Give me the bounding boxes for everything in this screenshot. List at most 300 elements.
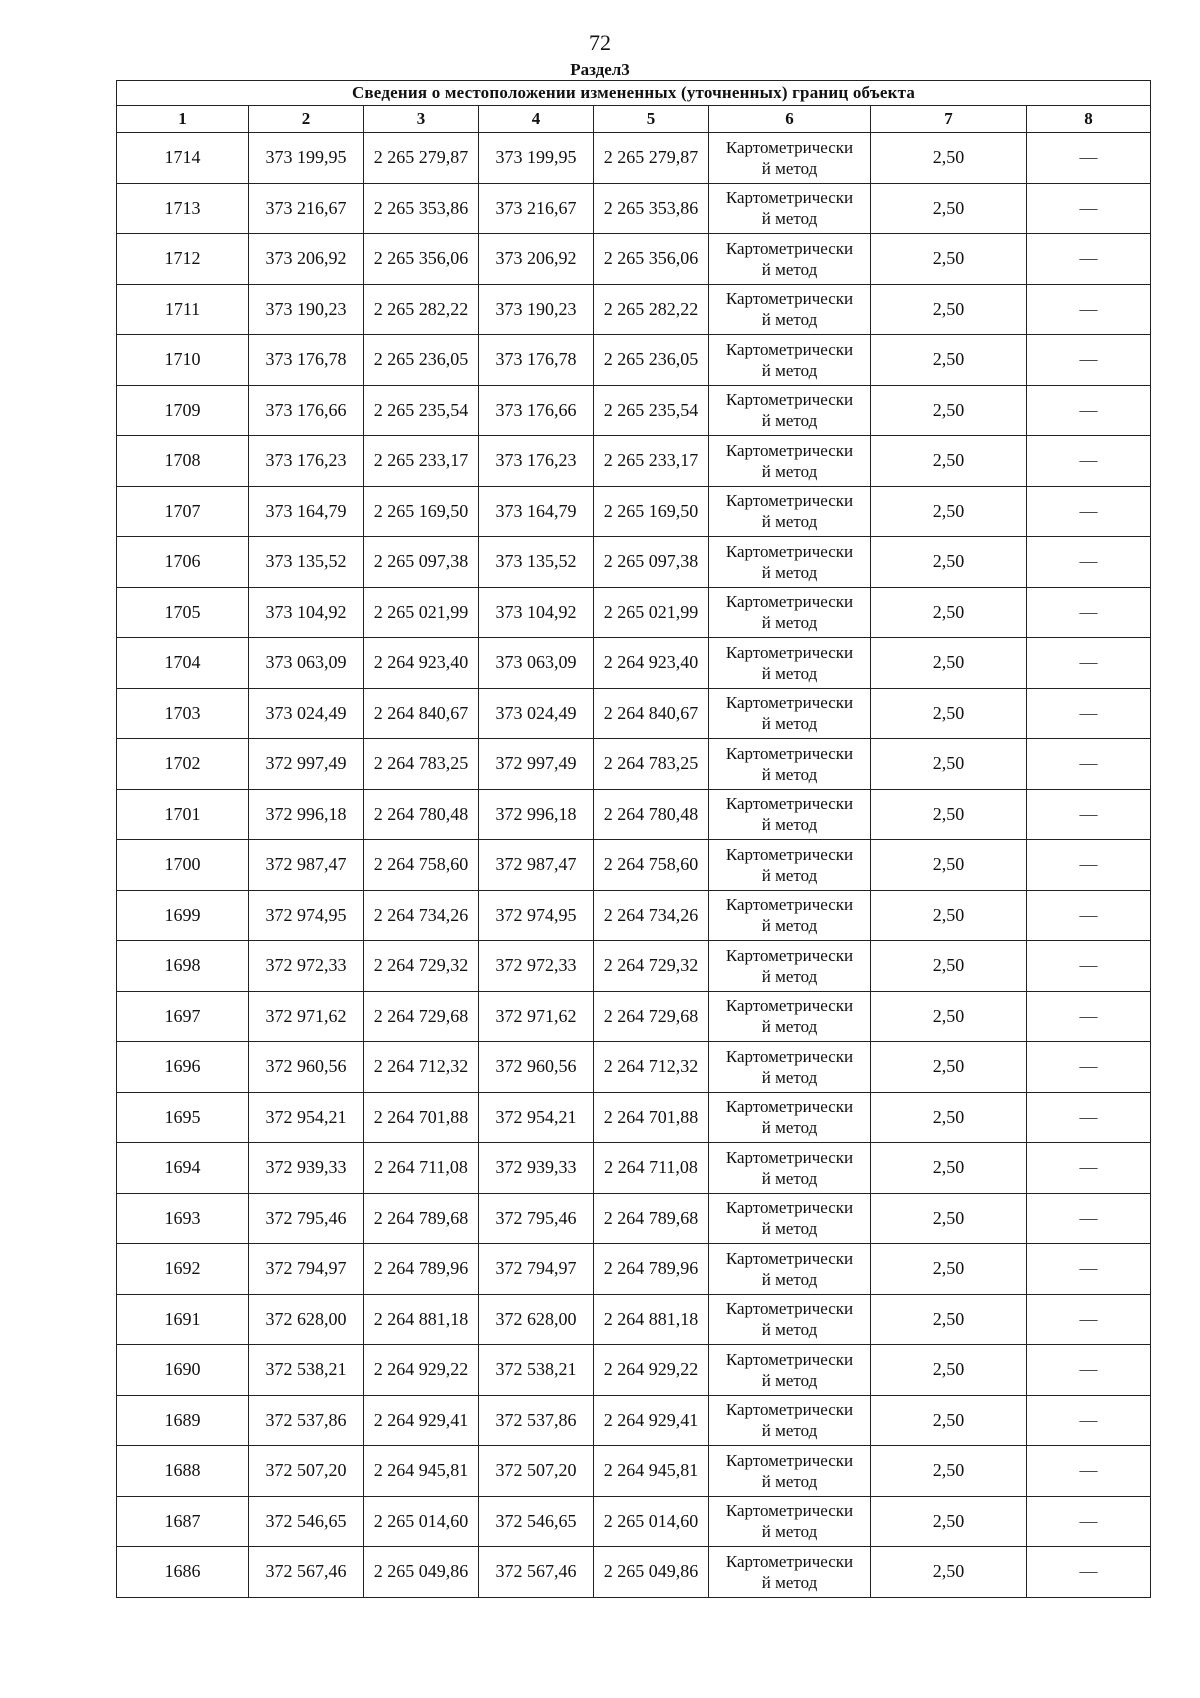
table-row (117, 1042, 1151, 1093)
x-coordinate-existing: 373 176,66 (249, 385, 364, 436)
method-line-2: й метод (761, 209, 818, 229)
description-empty-dash: — (1027, 183, 1151, 234)
method-line-1: Картометрически (725, 1450, 854, 1470)
method-line-2: й метод (761, 764, 818, 784)
x-coordinate-existing: 372 794,97 (249, 1244, 364, 1295)
table-row (117, 1092, 1151, 1143)
x-coordinate-existing: 373 216,67 (249, 183, 364, 234)
accuracy-value: 2,50 (871, 133, 1027, 184)
method-line-2: й метод (761, 1421, 818, 1441)
table-row (117, 1244, 1151, 1295)
point-number: 1689 (117, 1395, 249, 1446)
method-line-1: Картометрически (725, 844, 854, 864)
accuracy-value: 2,50 (871, 840, 1027, 891)
method-line-2: й метод (761, 613, 818, 633)
x-coordinate-refined: 372 538,21 (479, 1345, 594, 1396)
accuracy-value: 2,50 (871, 587, 1027, 638)
determination-method (709, 991, 871, 1042)
method-line-2: й метод (761, 1269, 818, 1289)
description-empty-dash: — (1027, 1496, 1151, 1547)
accuracy-value: 2,50 (871, 537, 1027, 588)
determination-method (709, 1395, 871, 1446)
point-number: 1710 (117, 335, 249, 386)
y-coordinate-refined: 2 264 945,81 (594, 1446, 709, 1497)
x-coordinate-refined: 373 176,78 (479, 335, 594, 386)
x-coordinate-refined: 372 795,46 (479, 1193, 594, 1244)
description-empty-dash: — (1027, 335, 1151, 386)
description-empty-dash: — (1027, 385, 1151, 436)
x-coordinate-existing: 372 987,47 (249, 840, 364, 891)
determination-method (709, 1042, 871, 1093)
table-row (117, 1143, 1151, 1194)
page-number: 72 (589, 30, 611, 55)
description-empty-dash: — (1027, 739, 1151, 790)
table-row (117, 1446, 1151, 1497)
method-line-2: й метод (761, 562, 818, 582)
x-coordinate-refined: 373 024,49 (479, 688, 594, 739)
method-line-2: й метод (761, 360, 818, 380)
determination-method (709, 789, 871, 840)
description-empty-dash: — (1027, 1042, 1151, 1093)
y-coordinate-existing: 2 265 282,22 (364, 284, 479, 335)
accuracy-value: 2,50 (871, 486, 1027, 537)
point-number: 1701 (117, 789, 249, 840)
y-coordinate-existing: 2 264 789,68 (364, 1193, 479, 1244)
determination-method (709, 1496, 871, 1547)
method-line-1: Картометрически (725, 1551, 854, 1571)
x-coordinate-existing: 372 537,86 (249, 1395, 364, 1446)
description-empty-dash: — (1027, 587, 1151, 638)
method-line-1: Картометрически (725, 238, 854, 258)
method-line-2: й метод (761, 1572, 818, 1592)
method-line-1: Картометрически (725, 1400, 854, 1420)
y-coordinate-refined: 2 264 840,67 (594, 688, 709, 739)
x-coordinate-existing: 373 206,92 (249, 234, 364, 285)
accuracy-value: 2,50 (871, 183, 1027, 234)
accuracy-value: 2,50 (871, 436, 1027, 487)
method-line-1: Картометрически (725, 137, 854, 157)
point-number: 1712 (117, 234, 249, 285)
determination-method (709, 133, 871, 184)
x-coordinate-refined: 373 176,23 (479, 436, 594, 487)
accuracy-value: 2,50 (871, 335, 1027, 386)
determination-method (709, 739, 871, 790)
x-coordinate-existing: 373 199,95 (249, 133, 364, 184)
method-line-2: й метод (761, 461, 818, 481)
table-caption-row (117, 81, 1151, 106)
point-number: 1714 (117, 133, 249, 184)
determination-method (709, 537, 871, 588)
point-number: 1704 (117, 638, 249, 689)
point-number: 1687 (117, 1496, 249, 1547)
table-row (117, 991, 1151, 1042)
table-row (117, 486, 1151, 537)
table-row (117, 436, 1151, 487)
x-coordinate-refined: 372 997,49 (479, 739, 594, 790)
y-coordinate-existing: 2 264 929,22 (364, 1345, 479, 1396)
determination-method (709, 335, 871, 386)
point-number: 1691 (117, 1294, 249, 1345)
description-empty-dash: — (1027, 1143, 1151, 1194)
description-empty-dash: — (1027, 1395, 1151, 1446)
x-coordinate-refined: 372 987,47 (479, 840, 594, 891)
x-coordinate-refined: 372 972,33 (479, 941, 594, 992)
x-coordinate-refined: 373 063,09 (479, 638, 594, 689)
method-line-2: й метод (761, 815, 818, 835)
table-caption: Сведения о местоположении измененных (уточненных) границ объекта (117, 81, 1151, 106)
table-row (117, 739, 1151, 790)
determination-method (709, 486, 871, 537)
column-number-1: 1 (117, 106, 249, 133)
x-coordinate-existing: 373 176,23 (249, 436, 364, 487)
y-coordinate-refined: 2 264 758,60 (594, 840, 709, 891)
y-coordinate-refined: 2 264 711,08 (594, 1143, 709, 1194)
y-coordinate-refined: 2 265 097,38 (594, 537, 709, 588)
method-line-2: й метод (761, 158, 818, 178)
determination-method (709, 587, 871, 638)
point-number: 1694 (117, 1143, 249, 1194)
point-number: 1711 (117, 284, 249, 335)
x-coordinate-refined: 372 954,21 (479, 1092, 594, 1143)
accuracy-value: 2,50 (871, 385, 1027, 436)
y-coordinate-existing: 2 265 353,86 (364, 183, 479, 234)
description-empty-dash: — (1027, 1345, 1151, 1396)
accuracy-value: 2,50 (871, 1547, 1027, 1598)
accuracy-value: 2,50 (871, 789, 1027, 840)
y-coordinate-existing: 2 265 021,99 (364, 587, 479, 638)
description-empty-dash: — (1027, 1547, 1151, 1598)
method-line-1: Картометрически (725, 491, 854, 511)
y-coordinate-existing: 2 265 236,05 (364, 335, 479, 386)
method-line-1: Картометрически (725, 693, 854, 713)
description-empty-dash: — (1027, 638, 1151, 689)
table-row (117, 587, 1151, 638)
y-coordinate-existing: 2 264 840,67 (364, 688, 479, 739)
column-number-5: 5 (594, 106, 709, 133)
determination-method (709, 234, 871, 285)
point-number: 1697 (117, 991, 249, 1042)
y-coordinate-refined: 2 265 235,54 (594, 385, 709, 436)
y-coordinate-existing: 2 264 758,60 (364, 840, 479, 891)
y-coordinate-existing: 2 265 049,86 (364, 1547, 479, 1598)
y-coordinate-refined: 2 265 049,86 (594, 1547, 709, 1598)
description-empty-dash: — (1027, 688, 1151, 739)
y-coordinate-existing: 2 265 279,87 (364, 133, 479, 184)
x-coordinate-refined: 373 164,79 (479, 486, 594, 537)
x-coordinate-refined: 372 507,20 (479, 1446, 594, 1497)
x-coordinate-existing: 373 135,52 (249, 537, 364, 588)
table-row (117, 941, 1151, 992)
x-coordinate-existing: 372 628,00 (249, 1294, 364, 1345)
method-line-2: й метод (761, 1471, 818, 1491)
method-line-2: й метод (761, 259, 818, 279)
description-empty-dash: — (1027, 486, 1151, 537)
x-coordinate-refined: 372 546,65 (479, 1496, 594, 1547)
point-number: 1705 (117, 587, 249, 638)
method-line-1: Картометрически (725, 642, 854, 662)
point-number: 1692 (117, 1244, 249, 1295)
x-coordinate-refined: 372 939,33 (479, 1143, 594, 1194)
y-coordinate-refined: 2 264 929,22 (594, 1345, 709, 1396)
y-coordinate-existing: 2 265 356,06 (364, 234, 479, 285)
y-coordinate-refined: 2 265 279,87 (594, 133, 709, 184)
x-coordinate-refined: 372 996,18 (479, 789, 594, 840)
accuracy-value: 2,50 (871, 739, 1027, 790)
y-coordinate-existing: 2 265 235,54 (364, 385, 479, 436)
point-number: 1709 (117, 385, 249, 436)
section-label: Раздел3 (570, 60, 630, 79)
method-line-2: й метод (761, 411, 818, 431)
x-coordinate-existing: 372 507,20 (249, 1446, 364, 1497)
point-number: 1706 (117, 537, 249, 588)
method-line-1: Картометрически (725, 1198, 854, 1218)
determination-method (709, 1345, 871, 1396)
accuracy-value: 2,50 (871, 1092, 1027, 1143)
point-number: 1688 (117, 1446, 249, 1497)
table-body (117, 133, 1151, 1598)
y-coordinate-refined: 2 264 783,25 (594, 739, 709, 790)
determination-method (709, 1193, 871, 1244)
y-coordinate-existing: 2 264 780,48 (364, 789, 479, 840)
table-row (117, 688, 1151, 739)
method-line-2: й метод (761, 916, 818, 936)
accuracy-value: 2,50 (871, 234, 1027, 285)
method-line-2: й метод (761, 1219, 818, 1239)
y-coordinate-existing: 2 264 789,96 (364, 1244, 479, 1295)
column-number-2: 2 (249, 106, 364, 133)
method-line-1: Картометрически (725, 390, 854, 410)
method-line-1: Картометрически (725, 440, 854, 460)
y-coordinate-refined: 2 265 233,17 (594, 436, 709, 487)
y-coordinate-refined: 2 264 701,88 (594, 1092, 709, 1143)
method-line-1: Картометрически (725, 541, 854, 561)
column-number-4: 4 (479, 106, 594, 133)
y-coordinate-refined: 2 265 356,06 (594, 234, 709, 285)
table-row (117, 183, 1151, 234)
method-line-1: Картометрически (725, 289, 854, 309)
determination-method (709, 688, 871, 739)
description-empty-dash: — (1027, 890, 1151, 941)
y-coordinate-existing: 2 264 783,25 (364, 739, 479, 790)
method-line-2: й метод (761, 512, 818, 532)
method-line-1: Картометрически (725, 1248, 854, 1268)
y-coordinate-refined: 2 264 789,68 (594, 1193, 709, 1244)
method-line-1: Картометрически (725, 188, 854, 208)
x-coordinate-refined: 373 199,95 (479, 133, 594, 184)
x-coordinate-refined: 373 206,92 (479, 234, 594, 285)
point-number: 1713 (117, 183, 249, 234)
method-line-2: й метод (761, 966, 818, 986)
description-empty-dash: — (1027, 840, 1151, 891)
accuracy-value: 2,50 (871, 1294, 1027, 1345)
x-coordinate-refined: 372 974,95 (479, 890, 594, 941)
table-row (117, 133, 1151, 184)
y-coordinate-refined: 2 264 729,68 (594, 991, 709, 1042)
determination-method (709, 183, 871, 234)
column-number-6: 6 (709, 106, 871, 133)
accuracy-value: 2,50 (871, 1042, 1027, 1093)
x-coordinate-refined: 372 567,46 (479, 1547, 594, 1598)
method-line-1: Картометрически (725, 339, 854, 359)
description-empty-dash: — (1027, 1193, 1151, 1244)
y-coordinate-existing: 2 264 945,81 (364, 1446, 479, 1497)
method-line-1: Картометрически (725, 996, 854, 1016)
table-row (117, 537, 1151, 588)
description-empty-dash: — (1027, 284, 1151, 335)
determination-method (709, 385, 871, 436)
accuracy-value: 2,50 (871, 638, 1027, 689)
table-row (117, 234, 1151, 285)
x-coordinate-refined: 372 537,86 (479, 1395, 594, 1446)
y-coordinate-refined: 2 265 282,22 (594, 284, 709, 335)
x-coordinate-existing: 372 974,95 (249, 890, 364, 941)
determination-method (709, 1244, 871, 1295)
point-number: 1698 (117, 941, 249, 992)
method-line-2: й метод (761, 1017, 818, 1037)
method-line-1: Картометрически (725, 1097, 854, 1117)
determination-method (709, 1547, 871, 1598)
x-coordinate-refined: 373 135,52 (479, 537, 594, 588)
determination-method (709, 840, 871, 891)
x-coordinate-existing: 373 176,78 (249, 335, 364, 386)
y-coordinate-refined: 2 264 780,48 (594, 789, 709, 840)
determination-method (709, 1092, 871, 1143)
table-row (117, 638, 1151, 689)
y-coordinate-existing: 2 264 729,32 (364, 941, 479, 992)
description-empty-dash: — (1027, 941, 1151, 992)
x-coordinate-existing: 372 939,33 (249, 1143, 364, 1194)
method-line-1: Картометрически (725, 1046, 854, 1066)
y-coordinate-existing: 2 265 233,17 (364, 436, 479, 487)
method-line-1: Картометрически (725, 945, 854, 965)
accuracy-value: 2,50 (871, 1345, 1027, 1396)
method-line-1: Картометрически (725, 794, 854, 814)
determination-method (709, 890, 871, 941)
accuracy-value: 2,50 (871, 991, 1027, 1042)
y-coordinate-refined: 2 265 014,60 (594, 1496, 709, 1547)
table-row (117, 840, 1151, 891)
x-coordinate-refined: 372 960,56 (479, 1042, 594, 1093)
method-line-2: й метод (761, 714, 818, 734)
x-coordinate-existing: 372 567,46 (249, 1547, 364, 1598)
method-line-2: й метод (761, 1370, 818, 1390)
table-row (117, 1345, 1151, 1396)
x-coordinate-existing: 372 538,21 (249, 1345, 364, 1396)
y-coordinate-existing: 2 265 014,60 (364, 1496, 479, 1547)
y-coordinate-refined: 2 265 353,86 (594, 183, 709, 234)
method-line-1: Картометрически (725, 1147, 854, 1167)
x-coordinate-existing: 373 164,79 (249, 486, 364, 537)
method-line-1: Картометрически (725, 1299, 854, 1319)
y-coordinate-refined: 2 264 923,40 (594, 638, 709, 689)
y-coordinate-refined: 2 264 789,96 (594, 1244, 709, 1295)
description-empty-dash: — (1027, 1446, 1151, 1497)
point-number: 1686 (117, 1547, 249, 1598)
accuracy-value: 2,50 (871, 688, 1027, 739)
y-coordinate-existing: 2 264 712,32 (364, 1042, 479, 1093)
accuracy-value: 2,50 (871, 1395, 1027, 1446)
description-empty-dash: — (1027, 1294, 1151, 1345)
table-row (117, 284, 1151, 335)
description-empty-dash: — (1027, 789, 1151, 840)
y-coordinate-refined: 2 264 729,32 (594, 941, 709, 992)
x-coordinate-existing: 372 954,21 (249, 1092, 364, 1143)
y-coordinate-refined: 2 265 169,50 (594, 486, 709, 537)
point-number: 1693 (117, 1193, 249, 1244)
y-coordinate-existing: 2 264 734,26 (364, 890, 479, 941)
x-coordinate-existing: 372 795,46 (249, 1193, 364, 1244)
point-number: 1695 (117, 1092, 249, 1143)
description-empty-dash: — (1027, 537, 1151, 588)
column-number-row (117, 106, 1151, 133)
x-coordinate-existing: 372 972,33 (249, 941, 364, 992)
description-empty-dash: — (1027, 1244, 1151, 1295)
determination-method (709, 1294, 871, 1345)
point-number: 1703 (117, 688, 249, 739)
description-empty-dash: — (1027, 234, 1151, 285)
method-line-2: й метод (761, 663, 818, 683)
method-line-1: Картометрически (725, 1349, 854, 1369)
method-line-2: й метод (761, 1118, 818, 1138)
y-coordinate-existing: 2 264 701,88 (364, 1092, 479, 1143)
point-number: 1708 (117, 436, 249, 487)
method-line-1: Картометрически (725, 592, 854, 612)
y-coordinate-refined: 2 264 929,41 (594, 1395, 709, 1446)
y-coordinate-existing: 2 265 169,50 (364, 486, 479, 537)
x-coordinate-refined: 373 216,67 (479, 183, 594, 234)
determination-method (709, 1143, 871, 1194)
accuracy-value: 2,50 (871, 1244, 1027, 1295)
boundary-coordinates-table (116, 80, 1151, 1598)
column-number-8: 8 (1027, 106, 1151, 133)
method-line-2: й метод (761, 310, 818, 330)
determination-method (709, 1446, 871, 1497)
description-empty-dash: — (1027, 1092, 1151, 1143)
description-empty-dash: — (1027, 436, 1151, 487)
table-row (117, 1193, 1151, 1244)
method-line-2: й метод (761, 1522, 818, 1542)
determination-method (709, 284, 871, 335)
x-coordinate-existing: 373 024,49 (249, 688, 364, 739)
y-coordinate-existing: 2 264 929,41 (364, 1395, 479, 1446)
y-coordinate-existing: 2 264 711,08 (364, 1143, 479, 1194)
y-coordinate-refined: 2 264 712,32 (594, 1042, 709, 1093)
description-empty-dash: — (1027, 133, 1151, 184)
point-number: 1700 (117, 840, 249, 891)
y-coordinate-refined: 2 265 021,99 (594, 587, 709, 638)
column-number-3: 3 (364, 106, 479, 133)
table-row (117, 1395, 1151, 1446)
method-line-1: Картометрически (725, 895, 854, 915)
method-line-1: Картометрически (725, 743, 854, 763)
point-number: 1696 (117, 1042, 249, 1093)
y-coordinate-refined: 2 264 734,26 (594, 890, 709, 941)
y-coordinate-refined: 2 265 236,05 (594, 335, 709, 386)
table-row (117, 1496, 1151, 1547)
x-coordinate-refined: 372 971,62 (479, 991, 594, 1042)
x-coordinate-existing: 372 996,18 (249, 789, 364, 840)
accuracy-value: 2,50 (871, 1193, 1027, 1244)
x-coordinate-existing: 372 546,65 (249, 1496, 364, 1547)
table-row (117, 335, 1151, 386)
method-line-2: й метод (761, 1320, 818, 1340)
y-coordinate-refined: 2 264 881,18 (594, 1294, 709, 1345)
x-coordinate-existing: 372 971,62 (249, 991, 364, 1042)
accuracy-value: 2,50 (871, 1143, 1027, 1194)
x-coordinate-refined: 373 176,66 (479, 385, 594, 436)
x-coordinate-existing: 373 104,92 (249, 587, 364, 638)
x-coordinate-existing: 372 997,49 (249, 739, 364, 790)
